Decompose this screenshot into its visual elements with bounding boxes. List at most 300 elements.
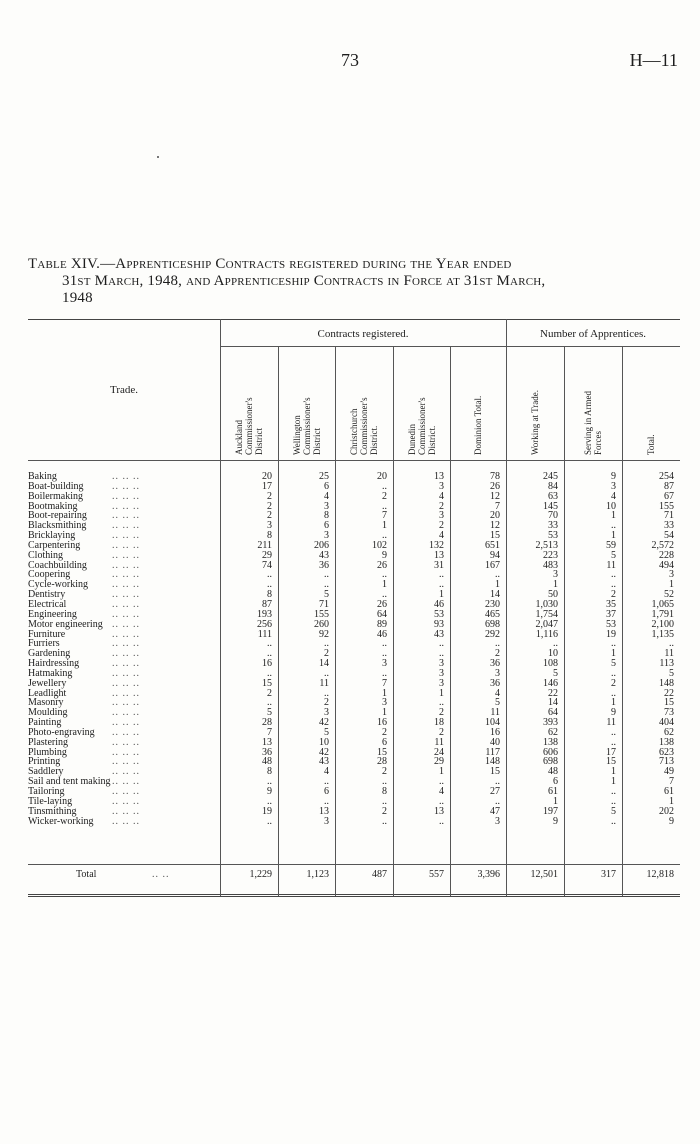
- cell-dunedin: 1: [439, 589, 444, 601]
- trade-name: Carpentering: [28, 539, 81, 551]
- cell-apprentices-total: 2,100: [651, 618, 674, 630]
- cell-christchurch: ..: [382, 815, 387, 827]
- cell-serving-armed-forces: 317: [601, 869, 616, 880]
- cell-working-at-trade: 1,030: [535, 598, 558, 610]
- cell-wellington: 3: [324, 530, 329, 542]
- cell-serving-armed-forces: 5: [611, 805, 616, 817]
- cell-apprentices-total: 494: [659, 559, 674, 571]
- cell-serving-armed-forces: ..: [611, 638, 616, 650]
- cell-dunedin: 1: [439, 687, 444, 699]
- cell-dunedin: 46: [434, 598, 444, 610]
- cell-apprentices-total: 113: [659, 658, 674, 670]
- cell-christchurch: 1: [382, 579, 387, 591]
- cell-dunedin: 13: [434, 549, 444, 561]
- column-header-line: Commissioner's: [416, 397, 427, 455]
- cell-dunedin: 18: [434, 717, 444, 729]
- cell-dunedin: ..: [439, 697, 444, 709]
- cell-apprentices-total: 155: [659, 500, 674, 512]
- trade-name: Moulding: [28, 707, 68, 719]
- cell-apprentices-total: 623: [659, 746, 674, 758]
- cell-serving-armed-forces: 1: [611, 510, 616, 522]
- cell-working-at-trade: 12,501: [530, 869, 558, 880]
- cell-apprentices-total: 12,818: [646, 869, 674, 880]
- cell-wellington: 3: [324, 707, 329, 719]
- cell-working-at-trade: 9: [553, 815, 558, 827]
- trade-name: Sail and tent making: [28, 776, 111, 788]
- cell-wellington: 1,123: [306, 869, 329, 880]
- page-speck: [157, 156, 159, 158]
- column-header-line: District.: [426, 425, 437, 455]
- cell-apprentices-total: 2,572: [651, 539, 674, 551]
- cell-auckland: 36: [262, 746, 272, 758]
- cell-auckland: 5: [267, 707, 272, 719]
- cell-auckland: 211: [257, 539, 272, 551]
- cell-auckland: 2: [267, 500, 272, 512]
- cell-apprentices-total: 228: [659, 549, 674, 561]
- leader-dots: .. .. ..: [112, 786, 140, 797]
- cell-apprentices-total: 52: [664, 589, 674, 601]
- cell-serving-armed-forces: 35: [606, 598, 616, 610]
- cell-wellington: 43: [319, 549, 329, 561]
- cell-auckland: 8: [267, 589, 272, 601]
- cell-serving-armed-forces: 3: [611, 480, 616, 492]
- cell-dominion-total: 117: [485, 746, 500, 758]
- leader-dots: .. .. ..: [112, 687, 140, 699]
- cell-serving-armed-forces: 1: [611, 697, 616, 709]
- column-header-working-at-trade: [530, 390, 540, 455]
- leader-dots: .. .. ..: [112, 658, 140, 670]
- cell-apprentices-total: 33: [664, 520, 674, 532]
- cell-serving-armed-forces: ..: [611, 726, 616, 738]
- leader-dots: .. .. ..: [112, 539, 140, 551]
- cell-auckland: ..: [267, 638, 272, 650]
- cell-wellington: 71: [319, 598, 329, 610]
- cell-dunedin: ..: [439, 579, 444, 591]
- cell-working-at-trade: 50: [548, 589, 558, 601]
- cell-working-at-trade: 245: [543, 471, 558, 482]
- leader-dots: .. .. ..: [112, 726, 140, 738]
- cell-serving-armed-forces: 11: [606, 717, 616, 729]
- cell-apprentices-total: 1: [669, 579, 674, 591]
- trade-name: Photo-engraving: [28, 726, 95, 738]
- trade-name: Masonry: [28, 697, 64, 709]
- cell-auckland: 2: [267, 687, 272, 699]
- cell-dominion-total: 78: [490, 471, 500, 482]
- leader-dots: .. .. ..: [112, 490, 140, 502]
- cell-auckland: 15: [262, 677, 272, 689]
- cell-wellington: 92: [319, 628, 329, 640]
- trade-name: Plumbing: [28, 746, 67, 758]
- cell-dunedin: 3: [439, 480, 444, 492]
- cell-wellington: 13: [319, 805, 329, 817]
- cell-christchurch: ..: [382, 569, 387, 581]
- cell-dominion-total: 16: [490, 726, 500, 738]
- cell-working-at-trade: 2,047: [535, 618, 558, 630]
- cell-auckland: 28: [262, 717, 272, 729]
- cell-serving-armed-forces: 2: [611, 589, 616, 601]
- trade-name: Painting: [28, 717, 62, 729]
- cell-working-at-trade: 223: [543, 549, 558, 561]
- cell-working-at-trade: 483: [543, 559, 558, 571]
- cell-dominion-total: 15: [490, 766, 500, 778]
- cell-dominion-total: 27: [490, 786, 500, 797]
- contracts-group-header: Contracts registered.: [317, 328, 409, 340]
- leader-dots: .. .. ..: [112, 520, 140, 532]
- trade-name: Hairdressing: [28, 658, 80, 670]
- title-line-1: Table XIV.—Apprenticeship Contracts registered during the Year ended: [28, 256, 512, 272]
- cell-apprentices-total: 9: [669, 815, 674, 827]
- leader-dots: .. .. ..: [112, 559, 140, 571]
- cell-serving-armed-forces: 1: [611, 776, 616, 788]
- leader-dots: .. .. ..: [112, 579, 140, 591]
- cell-serving-armed-forces: 11: [606, 559, 616, 571]
- cell-apprentices-total: 1,791: [651, 608, 674, 620]
- total-label: Total: [76, 869, 97, 880]
- leader-dots: .. ..: [152, 869, 170, 880]
- cell-auckland: ..: [267, 579, 272, 591]
- cell-apprentices-total: 87: [664, 480, 674, 492]
- cell-dominion-total: 47: [490, 805, 500, 817]
- leader-dots: .. .. ..: [112, 815, 140, 827]
- cell-apprentices-total: 404: [659, 717, 674, 729]
- cell-wellington: 36: [319, 559, 329, 571]
- cell-auckland: 193: [257, 608, 272, 620]
- cell-auckland: ..: [267, 648, 272, 660]
- cell-wellington: 155: [314, 608, 329, 620]
- trade-name: Boat-building: [28, 480, 84, 492]
- cell-serving-armed-forces: ..: [611, 736, 616, 748]
- cell-dominion-total: 148: [485, 756, 500, 768]
- header-bottom-rule: [28, 460, 680, 461]
- column-header-line: Serving in Armed: [583, 391, 593, 455]
- cell-dominion-total: 230: [485, 598, 500, 610]
- cell-wellington: 43: [319, 756, 329, 768]
- cell-apprentices-total: 62: [664, 726, 674, 738]
- trade-name: Gardening: [28, 648, 71, 660]
- cell-christchurch: 7: [382, 510, 387, 522]
- apprentices-group-rule: [506, 346, 680, 347]
- cell-working-at-trade: 84: [548, 480, 558, 492]
- cell-apprentices-total: 202: [659, 805, 674, 817]
- cell-christchurch: 1: [382, 687, 387, 699]
- cell-auckland: 2: [267, 510, 272, 522]
- cell-dunedin: ..: [439, 795, 444, 807]
- cell-dominion-total: 36: [490, 658, 500, 670]
- column-header-line: District.: [369, 425, 379, 455]
- cell-apprentices-total: 22: [664, 687, 674, 699]
- cell-dominion-total: 3: [495, 667, 500, 679]
- cell-dominion-total: 2: [495, 648, 500, 660]
- cell-christchurch: 20: [377, 471, 387, 482]
- column-header-line: Working at Trade.: [530, 389, 540, 455]
- apprentices-group-header: Number of Apprentices.: [540, 328, 646, 340]
- trade-name: Saddlery: [28, 766, 64, 778]
- cell-dominion-total: 1: [495, 579, 500, 591]
- cell-wellington: 5: [324, 726, 329, 738]
- table-title: [28, 256, 680, 307]
- cell-serving-armed-forces: ..: [611, 786, 616, 797]
- cell-dunedin: 31: [434, 559, 444, 571]
- cell-wellington: 4: [324, 490, 329, 502]
- leader-dots: .. .. ..: [112, 510, 140, 522]
- cell-dominion-total: 698: [485, 618, 500, 630]
- trade-name: Bricklaying: [28, 530, 76, 542]
- leader-dots: .. .. ..: [112, 480, 140, 492]
- cell-apprentices-total: 713: [659, 756, 674, 768]
- leader-dots: .. .. ..: [112, 500, 140, 512]
- cell-dominion-total: 465: [485, 608, 500, 620]
- cell-auckland: 74: [262, 559, 272, 571]
- cell-wellington: 42: [319, 717, 329, 729]
- trade-name: Leadlight: [28, 687, 67, 699]
- cell-auckland: 13: [262, 736, 272, 748]
- cell-apprentices-total: 71: [664, 510, 674, 522]
- cell-christchurch: 26: [377, 559, 387, 571]
- column-header-wellington: [292, 397, 322, 455]
- cell-christchurch: ..: [382, 530, 387, 542]
- cell-apprentices-total: 67: [664, 490, 674, 502]
- column-header-line: District: [254, 428, 264, 455]
- leader-dots: .. .. ..: [112, 697, 140, 709]
- cell-christchurch: 15: [377, 746, 387, 758]
- cell-working-at-trade: 14: [548, 697, 558, 709]
- cell-christchurch: 89: [377, 618, 387, 630]
- leader-dots: .. .. ..: [112, 667, 140, 679]
- cell-working-at-trade: 1: [553, 795, 558, 807]
- cell-wellington: ..: [324, 569, 329, 581]
- cell-dominion-total: ..: [495, 638, 500, 650]
- cell-christchurch: ..: [382, 589, 387, 601]
- leader-dots: .. .. ..: [112, 628, 140, 640]
- cell-dunedin: 13: [434, 471, 444, 482]
- leader-dots: .. .. ..: [112, 471, 140, 482]
- cell-dominion-total: 12: [490, 520, 500, 532]
- cell-serving-armed-forces: ..: [611, 667, 616, 679]
- cell-christchurch: 28: [377, 756, 387, 768]
- cell-dunedin: 3: [439, 658, 444, 670]
- trade-name: Baking: [28, 471, 57, 482]
- cell-auckland: 16: [262, 658, 272, 670]
- cell-working-at-trade: 5: [553, 667, 558, 679]
- leader-dots: .. .. ..: [112, 776, 140, 788]
- trade-name: Tailoring: [28, 786, 65, 797]
- leader-dots: .. .. ..: [112, 717, 140, 729]
- cell-wellington: 3: [324, 815, 329, 827]
- cell-wellington: 6: [324, 786, 329, 797]
- cell-wellington: ..: [324, 687, 329, 699]
- table-row: [28, 817, 680, 827]
- cell-wellington: 6: [324, 480, 329, 492]
- leader-dots: .. .. ..: [112, 530, 140, 542]
- leader-dots: .. .. ..: [112, 598, 140, 610]
- cell-wellington: ..: [324, 776, 329, 788]
- cell-auckland: ..: [267, 697, 272, 709]
- cell-dominion-total: 15: [490, 530, 500, 542]
- cell-apprentices-total: 54: [664, 530, 674, 542]
- cell-serving-armed-forces: 17: [606, 746, 616, 758]
- trade-name: Dentistry: [28, 589, 66, 601]
- cell-dominion-total: 104: [485, 717, 500, 729]
- cell-wellington: 10: [319, 736, 329, 748]
- cell-dunedin: 4: [439, 530, 444, 542]
- table-body: [28, 472, 680, 826]
- cell-working-at-trade: 64: [548, 707, 558, 719]
- cell-working-at-trade: 1,116: [535, 628, 558, 640]
- trade-name: Printing: [28, 756, 61, 768]
- cell-apprentices-total: 11: [664, 648, 674, 660]
- cell-working-at-trade: 53: [548, 530, 558, 542]
- cell-dominion-total: ..: [495, 795, 500, 807]
- cell-dunedin: 2: [439, 726, 444, 738]
- cell-auckland: 8: [267, 766, 272, 778]
- cell-christchurch: 16: [377, 717, 387, 729]
- cell-serving-armed-forces: 1: [611, 530, 616, 542]
- table-bottom-rule-double: [28, 896, 680, 897]
- column-header-line: Dunedin: [406, 424, 417, 455]
- cell-dominion-total: 14: [490, 589, 500, 601]
- trade-name: Engineering: [28, 608, 77, 620]
- cell-dunedin: 557: [429, 869, 444, 880]
- cell-wellington: 8: [324, 510, 329, 522]
- cell-auckland: 29: [262, 549, 272, 561]
- cell-christchurch: 1: [382, 520, 387, 532]
- trade-name: Boilermaking: [28, 490, 83, 502]
- cell-working-at-trade: 48: [548, 766, 558, 778]
- cell-christchurch: ..: [382, 648, 387, 660]
- cell-serving-armed-forces: ..: [611, 520, 616, 532]
- cell-dominion-total: ..: [495, 776, 500, 788]
- column-header-line: Christchurch: [349, 408, 359, 455]
- cell-auckland: 48: [262, 756, 272, 768]
- leader-dots: .. .. ..: [112, 746, 140, 758]
- cell-working-at-trade: 146: [543, 677, 558, 689]
- cell-auckland: 1,229: [249, 869, 272, 880]
- cell-serving-armed-forces: 1: [611, 648, 616, 660]
- cell-serving-armed-forces: 9: [611, 471, 616, 482]
- cell-dominion-total: 36: [490, 677, 500, 689]
- cell-dominion-total: 26: [490, 480, 500, 492]
- cell-dunedin: 2: [439, 500, 444, 512]
- column-header-apprentices-total: [646, 434, 656, 455]
- cell-working-at-trade: 1,754: [535, 608, 558, 620]
- cell-serving-armed-forces: 19: [606, 628, 616, 640]
- cell-working-at-trade: 138: [543, 736, 558, 748]
- cell-christchurch: 6: [382, 736, 387, 748]
- cell-christchurch: 2: [382, 766, 387, 778]
- cell-christchurch: ..: [382, 638, 387, 650]
- trade-name: Jewellery: [28, 677, 67, 689]
- cell-dominion-total: 3: [495, 815, 500, 827]
- cell-working-at-trade: 197: [543, 805, 558, 817]
- cell-dominion-total: 12: [490, 490, 500, 502]
- cell-dunedin: 11: [434, 736, 444, 748]
- leader-dots: .. .. ..: [112, 608, 140, 620]
- cell-christchurch: 2: [382, 490, 387, 502]
- trade-name: Blacksmithing: [28, 520, 87, 532]
- leader-dots: .. .. ..: [112, 736, 140, 748]
- cell-wellington: 11: [319, 677, 329, 689]
- cell-apprentices-total: 7: [669, 776, 674, 788]
- cell-christchurch: 1: [382, 707, 387, 719]
- trade-name: Tinsmithing: [28, 805, 77, 817]
- trade-name: Furniture: [28, 628, 66, 640]
- cell-dunedin: 132: [429, 539, 444, 551]
- leader-dots: .. .. ..: [112, 677, 140, 689]
- cell-serving-armed-forces: 59: [606, 539, 616, 551]
- cell-apprentices-total: 254: [659, 471, 674, 482]
- cell-serving-armed-forces: 1: [611, 766, 616, 778]
- cell-wellington: 5: [324, 589, 329, 601]
- cell-dominion-total: 167: [485, 559, 500, 571]
- column-header-line: Wellington: [291, 415, 302, 455]
- cell-dunedin: 2: [439, 520, 444, 532]
- title-line-3: 1948: [62, 290, 93, 306]
- cell-auckland: ..: [267, 815, 272, 827]
- trade-name: Electrical: [28, 598, 67, 610]
- cell-christchurch: 64: [377, 608, 387, 620]
- cell-serving-armed-forces: ..: [611, 815, 616, 827]
- cell-auckland: 19: [262, 805, 272, 817]
- cell-auckland: ..: [267, 795, 272, 807]
- cell-auckland: 9: [267, 786, 272, 797]
- cell-apprentices-total: 61: [664, 786, 674, 797]
- cell-working-at-trade: 145: [543, 500, 558, 512]
- trade-name: Motor engineering: [28, 618, 103, 630]
- column-header-line: Dominion Total.: [473, 395, 483, 455]
- cell-dunedin: 4: [439, 786, 444, 797]
- cell-dunedin: 3: [439, 667, 444, 679]
- cell-dunedin: ..: [439, 648, 444, 660]
- cell-wellington: ..: [324, 795, 329, 807]
- cell-wellington: 2: [324, 697, 329, 709]
- column-header-dunedin: [407, 397, 437, 455]
- trade-name: Bootmaking: [28, 500, 78, 512]
- cell-wellington: 14: [319, 658, 329, 670]
- leader-dots: .. .. ..: [112, 589, 140, 601]
- cell-working-at-trade: 62: [548, 726, 558, 738]
- cell-christchurch: 102: [372, 539, 387, 551]
- column-header-line: Auckland: [234, 420, 244, 455]
- leader-dots: .. .. ..: [112, 795, 140, 807]
- cell-working-at-trade: 2,513: [535, 539, 558, 551]
- cell-serving-armed-forces: 37: [606, 608, 616, 620]
- cell-auckland: 111: [257, 628, 272, 640]
- cell-working-at-trade: 33: [548, 520, 558, 532]
- cell-apprentices-total: 1,065: [651, 598, 674, 610]
- cell-dunedin: 29: [434, 756, 444, 768]
- cell-dunedin: 3: [439, 677, 444, 689]
- trade-name: Tile-laying: [28, 795, 73, 807]
- cell-auckland: 7: [267, 726, 272, 738]
- cell-apprentices-total: 148: [659, 677, 674, 689]
- cell-serving-armed-forces: 53: [606, 618, 616, 630]
- cell-dunedin: ..: [439, 815, 444, 827]
- leader-dots: .. .. ..: [112, 756, 140, 768]
- contracts-group-rule: [220, 346, 506, 347]
- cell-wellington: 4: [324, 766, 329, 778]
- cell-serving-armed-forces: 9: [611, 707, 616, 719]
- leader-dots: .. .. ..: [112, 648, 140, 660]
- cell-auckland: 20: [262, 471, 272, 482]
- cell-auckland: ..: [267, 667, 272, 679]
- cell-serving-armed-forces: ..: [611, 579, 616, 591]
- cell-christchurch: ..: [382, 500, 387, 512]
- cell-working-at-trade: 6: [553, 776, 558, 788]
- cell-working-at-trade: 70: [548, 510, 558, 522]
- cell-working-at-trade: 22: [548, 687, 558, 699]
- leader-dots: .. .. ..: [112, 805, 140, 817]
- cell-christchurch: 9: [382, 549, 387, 561]
